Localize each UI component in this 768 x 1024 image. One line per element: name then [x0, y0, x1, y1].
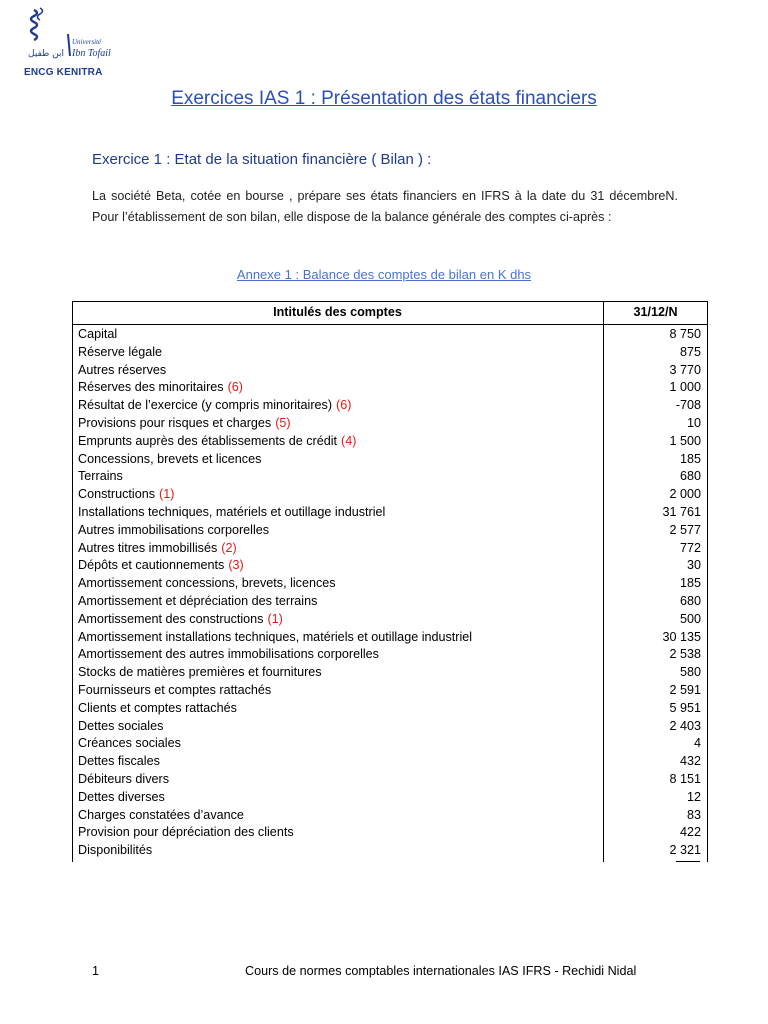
exercise-intro: La société Beta, cotée en bourse , prépare ses états financiers en IFRS à la date du 31 décembreN. Pour l’établissement de son bilan, elle dispose de la balance générale des comptes ci-après :	[92, 189, 678, 224]
account-name: Clients et comptes rattachés	[78, 700, 237, 715]
table-row	[72, 415, 708, 433]
account-value: 12	[686, 789, 701, 804]
account-label	[78, 522, 269, 540]
svg-text:Ibn Tofail: Ibn Tofail	[72, 48, 111, 59]
account-name: Amortissement installations techniques, matériels et outillage industriel	[78, 629, 473, 644]
account-label	[78, 682, 271, 700]
table-row	[72, 433, 708, 451]
account-value: 680	[679, 469, 701, 484]
account-value: 2 538	[669, 647, 701, 662]
total-underline	[676, 861, 700, 862]
account-label	[78, 379, 243, 397]
account-label	[78, 575, 336, 593]
account-value: 4	[693, 736, 701, 751]
account-name: Amortissement des autres immobilisations corporelles	[78, 647, 379, 662]
account-value: 1 500	[669, 433, 701, 448]
account-name: Résultat de l’exercice (y compris minoritaires)	[78, 398, 333, 413]
account-name: Amortissement concessions, brevets, licences	[78, 576, 336, 591]
account-label	[78, 397, 351, 415]
table-row	[72, 326, 708, 344]
account-value: 185	[679, 451, 701, 466]
account-label	[78, 540, 237, 558]
account-value: 2 403	[669, 718, 701, 733]
account-value: 83	[686, 807, 701, 822]
table-row	[72, 664, 708, 682]
footer-course-title: Cours de normes comptables internationales IAS IFRS - Rechidi Nidal	[245, 964, 637, 978]
balance-table	[72, 301, 708, 862]
account-name: Débiteurs divers	[78, 771, 169, 786]
account-value: 1 000	[669, 380, 701, 395]
table-row	[72, 611, 708, 629]
account-label	[78, 611, 283, 629]
note-reference: (4)	[341, 433, 357, 448]
account-label	[78, 486, 174, 504]
account-label	[78, 362, 166, 380]
account-value: -708	[675, 398, 701, 413]
table-row	[72, 629, 708, 647]
table-row	[72, 344, 708, 362]
table-row	[72, 735, 708, 753]
account-value: 432	[679, 754, 701, 769]
account-value: 30 135	[662, 629, 701, 644]
table-row	[72, 575, 708, 593]
account-name: Dettes fiscales	[78, 754, 160, 769]
table-row	[72, 824, 708, 842]
page-number: 1	[92, 964, 100, 978]
account-name: Amortissement et dépréciation des terrains	[78, 593, 318, 608]
table-row	[72, 593, 708, 611]
note-reference: (6)	[227, 380, 243, 395]
account-name: Autres immobilisations corporelles	[78, 522, 270, 537]
table-row	[72, 486, 708, 504]
column-header-date: 31/12/N	[633, 305, 678, 319]
account-name: Constructions	[78, 487, 155, 502]
table-row	[72, 540, 708, 558]
account-value: 185	[679, 576, 701, 591]
table-row	[72, 522, 708, 540]
account-label	[78, 664, 322, 682]
account-label	[78, 718, 163, 736]
svg-text:ابن طفيل: ابن طفيل	[28, 49, 64, 59]
account-value: 422	[679, 825, 701, 840]
account-name: Amortissement des constructions	[78, 611, 264, 626]
note-reference: (5)	[275, 415, 291, 430]
account-label	[78, 842, 152, 860]
account-value: 875	[679, 344, 701, 359]
table-row	[72, 682, 708, 700]
account-name: Disponibilités	[78, 843, 153, 858]
account-name: Emprunts auprès des établissements de crédit	[78, 433, 338, 448]
account-value: 2 321	[669, 843, 701, 858]
table-row	[72, 807, 708, 825]
account-label	[78, 415, 291, 433]
document-title: Exercices IAS 1 : Présentation des états financiers	[171, 88, 597, 109]
account-name: Réserves des minoritaires	[78, 380, 224, 395]
account-value: 30	[686, 558, 701, 573]
account-value: 31 761	[662, 504, 701, 519]
exercise-heading: Exercice 1 : Etat de la situation financière ( Bilan ) :	[92, 151, 432, 168]
table-row	[72, 842, 708, 860]
account-label	[78, 735, 181, 753]
account-value: 2 577	[669, 522, 701, 537]
account-label	[78, 557, 244, 575]
account-value: 580	[679, 665, 701, 680]
table-row	[72, 789, 708, 807]
account-name: Provision pour dépréciation des clients	[78, 825, 294, 840]
account-value: 8 151	[669, 771, 701, 786]
table-body	[72, 326, 708, 860]
column-header-accounts: Intitulés des comptes	[273, 305, 402, 319]
table-row	[72, 718, 708, 736]
table-row	[72, 504, 708, 522]
note-reference: (2)	[221, 540, 237, 555]
account-label	[78, 629, 472, 647]
account-name: Dettes diverses	[78, 789, 165, 804]
table-row	[72, 557, 708, 575]
account-value: 500	[679, 611, 701, 626]
account-value: 3 770	[669, 362, 701, 377]
note-reference: (3)	[228, 558, 244, 573]
account-value: 680	[679, 593, 701, 608]
account-name: Réserve légale	[78, 344, 163, 359]
table-row	[72, 362, 708, 380]
table-row	[72, 397, 708, 415]
logo-caption: ENCG KENITRA	[24, 67, 103, 78]
account-label	[78, 824, 294, 842]
account-name: Capital	[78, 327, 118, 341]
note-reference: (1)	[159, 487, 175, 502]
account-name: Créances sociales	[78, 736, 181, 751]
account-name: Concessions, brevets et licences	[78, 451, 262, 466]
account-name: Terrains	[78, 469, 123, 484]
account-label	[78, 344, 162, 362]
note-reference: (6)	[336, 398, 352, 413]
account-name: Charges constatées d’avance	[78, 807, 244, 822]
table-row	[72, 379, 708, 397]
note-reference: (1)	[267, 611, 283, 626]
table-header-divider	[72, 324, 708, 325]
account-label	[78, 593, 317, 611]
table-row	[72, 646, 708, 664]
table-row	[72, 771, 708, 789]
account-name: Autres réserves	[78, 362, 167, 377]
account-label	[78, 700, 237, 718]
annex-title: Annexe 1 : Balance des comptes de bilan en K dhs	[236, 267, 532, 282]
university-emblem-icon	[20, 4, 120, 66]
account-name: Autres titres immobillisés	[78, 540, 218, 555]
account-label	[78, 807, 244, 825]
account-name: Fournisseurs et comptes rattachés	[78, 682, 272, 697]
account-value: 772	[679, 540, 701, 555]
account-label	[78, 789, 165, 807]
account-label	[78, 468, 123, 486]
account-value: 2 591	[669, 682, 701, 697]
account-name: Stocks de matières premières et fournitures	[78, 665, 322, 680]
account-label	[78, 451, 261, 469]
account-value: 8 750	[669, 327, 701, 341]
svg-text:Université: Université	[72, 38, 102, 46]
table-row	[72, 753, 708, 771]
account-label	[78, 326, 117, 344]
university-logo	[20, 4, 120, 80]
account-label	[78, 771, 169, 789]
account-label	[78, 433, 356, 451]
table-row	[72, 468, 708, 486]
account-label	[78, 753, 160, 771]
account-value: 2 000	[669, 487, 701, 502]
account-value: 5 951	[669, 700, 701, 715]
account-value: 10	[686, 415, 701, 430]
account-name: Dépôts et cautionnements	[78, 558, 225, 573]
table-row	[72, 451, 708, 469]
account-label	[78, 646, 379, 664]
account-label	[78, 504, 385, 522]
account-name: Installations techniques, matériels et outillage industriel	[78, 504, 386, 519]
account-name: Provisions pour risques et charges	[78, 415, 272, 430]
table-row	[72, 700, 708, 718]
account-name: Dettes sociales	[78, 718, 164, 733]
